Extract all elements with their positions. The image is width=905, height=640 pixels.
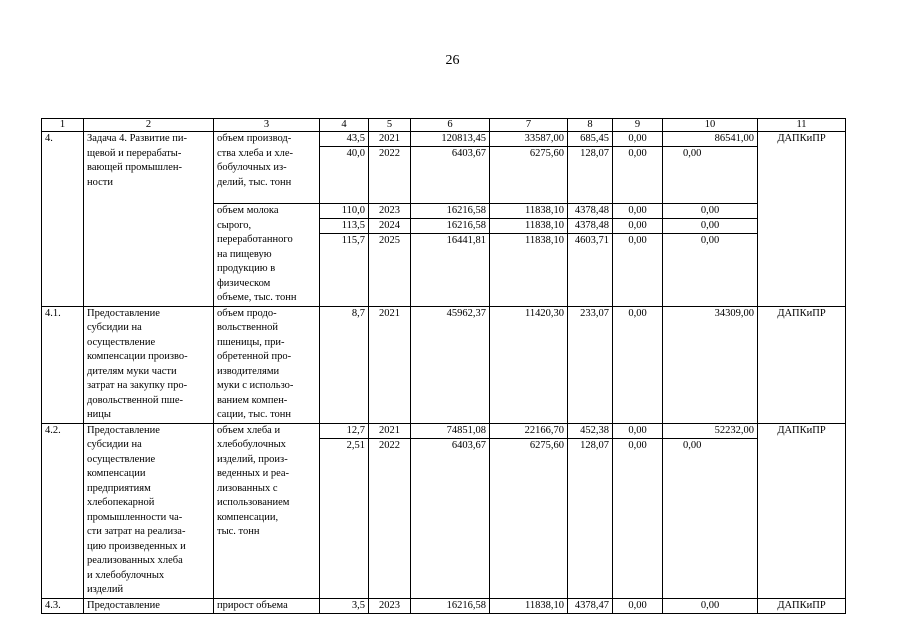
value-cell: 3,5 <box>320 598 369 614</box>
table-row-4-3 <box>42 598 846 614</box>
value-cell: 33587,00 <box>490 132 567 147</box>
value-cell: 74851,08 <box>411 424 489 439</box>
value-cell: 52232,00 <box>663 424 757 439</box>
value-cell: 6403,67 <box>451 439 486 451</box>
value-cell: 0,00 <box>683 439 702 451</box>
responsible-cell: ДАПКиПР <box>758 423 846 598</box>
value-cell: 6403,67 <box>451 148 486 159</box>
indicator-cell: объем хлеба и хлебобулочных изделий, произ- веденных и реа- лизованных с использованием компенсации, тыс. тонн <box>214 423 320 598</box>
indicator-cell: прирост объема <box>214 598 320 614</box>
responsible-cell: ДАПКиПР <box>758 132 846 307</box>
value-cell: 452,38 <box>568 424 612 439</box>
value-cell: 16216,58 <box>411 204 489 219</box>
header-cell: 7 <box>490 119 568 132</box>
value-cell: 128,07 <box>580 148 609 159</box>
value-cell: 34309,00 <box>663 306 758 423</box>
responsible-cell: ДАПКиПР <box>758 306 846 423</box>
header-cell: 2 <box>84 119 214 132</box>
value-cell: 120813,45 <box>411 132 489 147</box>
value-cell: 16216,58 <box>411 219 489 234</box>
value-cell: 22166,70 <box>490 424 567 439</box>
value-cell: 0,00 <box>628 439 647 451</box>
year-cell: 2023 <box>369 598 411 614</box>
value-cell: 0,00 <box>613 204 662 219</box>
row-number: 4.3. <box>42 598 84 614</box>
header-cell: 3 <box>214 119 320 132</box>
value-cell: 0,00 <box>663 219 757 234</box>
value-cell: 6275,60 <box>529 439 564 451</box>
value-cell: 45962,37 <box>411 306 490 423</box>
header-row <box>42 119 846 132</box>
header-cell: 5 <box>369 119 411 132</box>
table-row-4-1 <box>42 306 846 423</box>
year-cell: 2022 <box>379 439 400 451</box>
value-cell: 11838,10 <box>490 219 567 234</box>
value-cell: 2,51 <box>346 439 365 451</box>
value-cell: 0,00 <box>700 235 720 246</box>
value-cell: 113,5 <box>320 219 368 234</box>
value-cell: 16216,58 <box>411 598 490 614</box>
row-number: 4.2. <box>42 423 84 598</box>
value-cell: 128,07 <box>580 439 609 451</box>
row-name: Задача 4. Развитие пи- щевой и перерабаты- вающей промышлен- ности <box>84 132 214 307</box>
value-cell: 0,00 <box>613 219 662 234</box>
value-cell: 4378,48 <box>568 204 612 219</box>
value-cell: 11420,30 <box>490 306 568 423</box>
value-cell: 11838,10 <box>525 235 564 246</box>
value-cell: 0,00 <box>613 424 662 439</box>
year-cell: 2023 <box>369 204 410 219</box>
value-cell: 0,00 <box>613 598 663 614</box>
value-cell: 6275,60 <box>529 148 564 159</box>
row-number: 4.1. <box>42 306 84 423</box>
value-cell: 8,7 <box>320 306 369 423</box>
year-cell: 2024 <box>369 219 410 234</box>
row-number: 4. <box>42 132 84 307</box>
header-cell: 11 <box>758 119 846 132</box>
value-cell: 86541,00 <box>663 132 757 147</box>
budget-table <box>41 118 845 611</box>
header-cell: 1 <box>42 119 84 132</box>
indicator-cell: объем молока сырого, переработанного на пищевую продукцию в физическом объеме, тыс. тонн <box>214 204 320 307</box>
value-cell: 0,00 <box>663 204 757 219</box>
value-cell: 40,0 <box>346 148 365 159</box>
value-cell: 115,7 <box>341 235 365 246</box>
year-cell: 2021 <box>369 424 410 439</box>
year-cell: 2021 <box>369 306 411 423</box>
value-cell: 12,7 <box>320 424 368 439</box>
value-cell: 11838,10 <box>490 204 567 219</box>
page-number: 26 <box>445 53 460 68</box>
indicator-cell: объем производ- ства хлеба и хле- бобулочных из- делий, тыс. тонн <box>214 132 320 204</box>
header-cell: 10 <box>663 119 758 132</box>
header-cell: 6 <box>411 119 490 132</box>
row-name: Предоставление субсидии на осуществление компенсации предприятиям хлебопекарной промышленности ча- сти затрат на реализа- цию произведенных и реализованных хлеба и хлебобулочных изделий <box>84 423 214 598</box>
value-cell: 4603,71 <box>574 235 609 246</box>
value-cell: 4378,47 <box>568 598 613 614</box>
year-cell: 2021 <box>369 132 410 147</box>
responsible-cell: ДАПКиПР <box>758 598 846 614</box>
value-cell: 0,00 <box>683 148 702 159</box>
value-cell: 0,00 <box>628 235 647 246</box>
row-name: Предоставление <box>84 598 214 614</box>
year-cell: 2022 <box>379 148 400 159</box>
header-cell: 4 <box>320 119 369 132</box>
value-cell: 0,00 <box>613 132 662 147</box>
value-cell: 0,00 <box>663 598 758 614</box>
value-cell: 233,07 <box>568 306 613 423</box>
row-name: Предоставление субсидии на осуществление компенсации произво- дителям муки части затрат на закупку про- довольственной пше- ницы <box>84 306 214 423</box>
value-cell: 4378,48 <box>568 219 612 234</box>
year-cell: 2025 <box>379 235 400 246</box>
value-cell: 16441,81 <box>446 235 486 246</box>
value-cell: 43,5 <box>320 132 368 147</box>
table-row-4-2 <box>42 423 846 598</box>
table-row-4a <box>42 132 846 204</box>
header-cell: 9 <box>613 119 663 132</box>
value-cell: 0,00 <box>628 148 647 159</box>
value-cell: 11838,10 <box>490 598 568 614</box>
value-cell: 0,00 <box>613 306 663 423</box>
indicator-cell: объем продо- вольственной пшеницы, при- обретенной про- изводителями муки с использо- ванием компен- сации, тыс. тонн <box>214 306 320 423</box>
value-cell: 685,45 <box>568 132 612 147</box>
header-cell: 8 <box>568 119 613 132</box>
value-cell: 110,0 <box>320 204 368 219</box>
